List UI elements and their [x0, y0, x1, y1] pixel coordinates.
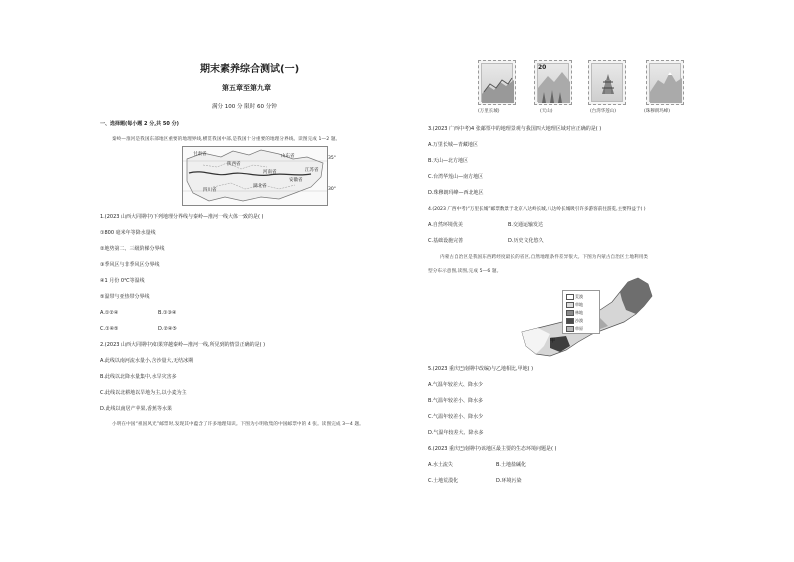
map-label-henan: 河南省	[263, 170, 277, 175]
map-lat-30: 30°	[328, 187, 336, 192]
q5-option-b: B.气温年较差小、降水多	[428, 398, 484, 404]
q6-option-d: D.环境污染	[496, 478, 522, 484]
q6-option-a: A.水土流失	[428, 462, 453, 468]
stamp-caption-great-wall: (万里长城)	[478, 109, 500, 114]
q1-item-1: ①800 毫米年等降水量线	[100, 230, 156, 236]
map-label-jiangsu: 江苏省	[305, 168, 319, 173]
q2-stem: 2.(2023 山西大同期中)如果穿越秦岭—淮河一线,所见到的情景正确的是( )	[100, 342, 266, 348]
legend-swatch-3	[566, 318, 574, 324]
exam-title: 期末素养综合测试(一)	[200, 64, 300, 75]
q2-option-d: D.此线以南居产苹果,香蕉等水果	[100, 406, 173, 412]
stamp-caption-everest: (珠穆朗玛峰)	[644, 109, 671, 114]
legend-swatch-4	[566, 326, 574, 332]
legend-label-0: 荒漠	[575, 294, 583, 299]
map-lat-35: 35°	[328, 156, 336, 161]
map-legend	[562, 290, 600, 334]
intro-q5-6-line1: 内蒙古自治区是我国东西跨经度最长的省区,自然地理条件差异很大。下图为内蒙古自治区土地利用类	[440, 255, 649, 260]
map-label-gansu: 甘肃省	[193, 152, 207, 157]
section-heading: 一、选择题(每小题 2 分,共 50 分)	[100, 121, 179, 127]
q1-item-2: ②地势第二、三级阶梯分界线	[100, 246, 165, 252]
intro-q1-2: 秦岭—淮河是我国东部地区重要的地理界线,横贯我国中部,是我国十分重要的地理分界线。读图完成 1—2 题。	[112, 137, 341, 142]
q5-option-c: C.气温年较差小、降水少	[428, 414, 484, 420]
q3-stem: 3.(2023 广西中考)4 张邮票中的地理景观与我国四大地理区域对应正确的是( )	[428, 126, 602, 132]
q3-option-a: A.万里长城—青藏地区	[428, 142, 478, 148]
q3-option-b: B.天山—北方地区	[428, 158, 469, 164]
q6-option-b: B.土地盐碱化	[496, 462, 527, 468]
exam-subtitle: 第五章至第九章	[222, 84, 271, 92]
qinling-huaihe-map	[182, 146, 328, 206]
q6-stem: 6.(2023 重庆巴南期中)该地区最主要的生态环境问题是( )	[428, 446, 557, 452]
q1-option-b: B.①③④	[158, 310, 177, 316]
intro-q3-4: 小明在中国“祖国风光”邮票时,发现其中蕴含了许多地理知识。下图为小明收集的中国邮票中的 4 张。读图完成 3—4 题。	[112, 422, 364, 427]
map-label-jia: 甲	[550, 338, 556, 344]
q2-option-b: B.此线以北降水量集中,水旱灾害多	[100, 374, 177, 380]
q1-item-4: ④1 月份 0℃等温线	[100, 278, 145, 284]
q1-option-c: C.①④⑤	[100, 326, 119, 332]
q4-option-b: B.交通运输发达	[508, 222, 544, 228]
q4-option-c: C.基础设施完善	[428, 238, 464, 244]
q5-option-a: A.气温年较差大、降水少	[428, 382, 483, 388]
q3-option-d: D.珠穆朗玛峰—西北地区	[428, 190, 484, 196]
map-label-anhui: 安徽省	[289, 178, 303, 183]
q1-option-d: D.②④⑤	[158, 326, 177, 332]
q1-item-5: ⑤温带与亚热带分界线	[100, 294, 150, 300]
q4-option-a: A.自然环境优美	[428, 222, 463, 228]
q2-option-a: A.此线以南河流水量小,含沙量大,无结冰期	[100, 358, 194, 364]
map-label-shandong: 山东省	[281, 154, 295, 159]
q1-stem: 1.(2023 山西大同期中)下列地理分界线与秦岭—淮河一线大体一致的是( )	[100, 214, 264, 220]
stamp-everest	[646, 60, 684, 105]
legend-label-2: 林地	[575, 310, 583, 315]
q3-option-c: C.台湾华莲山—南方地区	[428, 174, 484, 180]
legend-swatch-0	[566, 294, 574, 300]
map-label-hubei: 湖北省	[253, 184, 267, 189]
q1-option-a: A.①②④	[100, 310, 119, 316]
legend-label-4: 草原	[575, 326, 583, 331]
legend-label-1: 草地	[575, 302, 583, 307]
stamp-great-wall	[478, 60, 516, 105]
legend-swatch-2	[566, 310, 574, 316]
legend-label-3: 沙漠	[575, 318, 583, 323]
q5-stem: 5.(2023 重庆巴南期中改编)与乙地相比,甲地( )	[428, 366, 534, 372]
intro-q5-6-line2: 型分布示意图,读图,完成 5—6 题。	[428, 269, 502, 274]
map-label-shaanxi: 陕西省	[227, 162, 241, 167]
q4-option-d: D.历史文化悠久	[508, 238, 544, 244]
q4-stem: 4.(2023 广西中考)“万里长城”邮票数景于北京八达岭长城,八达岭长城吸引许多游客前往游览,主要得益于( )	[428, 207, 646, 212]
exam-meta: 满分 100 分 限时 60 分钟	[212, 104, 277, 110]
stamp-tianshan	[534, 60, 572, 105]
q1-item-3: ③季风区与非季风区分界线	[100, 262, 160, 268]
stamp-tianshan-value: 20	[538, 64, 547, 71]
q6-option-c: C.土地荒漠化	[428, 478, 459, 484]
stamp-caption-tianshan: (天山)	[540, 109, 553, 114]
q2-option-c: C.此线以北耕地以旱地为主,以小麦为主	[100, 390, 187, 396]
stamp-taiwan	[588, 60, 626, 105]
stamp-caption-taiwan: (台湾华莲山)	[590, 109, 617, 114]
legend-swatch-1	[566, 302, 574, 308]
map-label-sichuan: 四川省	[203, 188, 217, 193]
q5-option-d: D.气温年较差大、降水多	[428, 430, 484, 436]
